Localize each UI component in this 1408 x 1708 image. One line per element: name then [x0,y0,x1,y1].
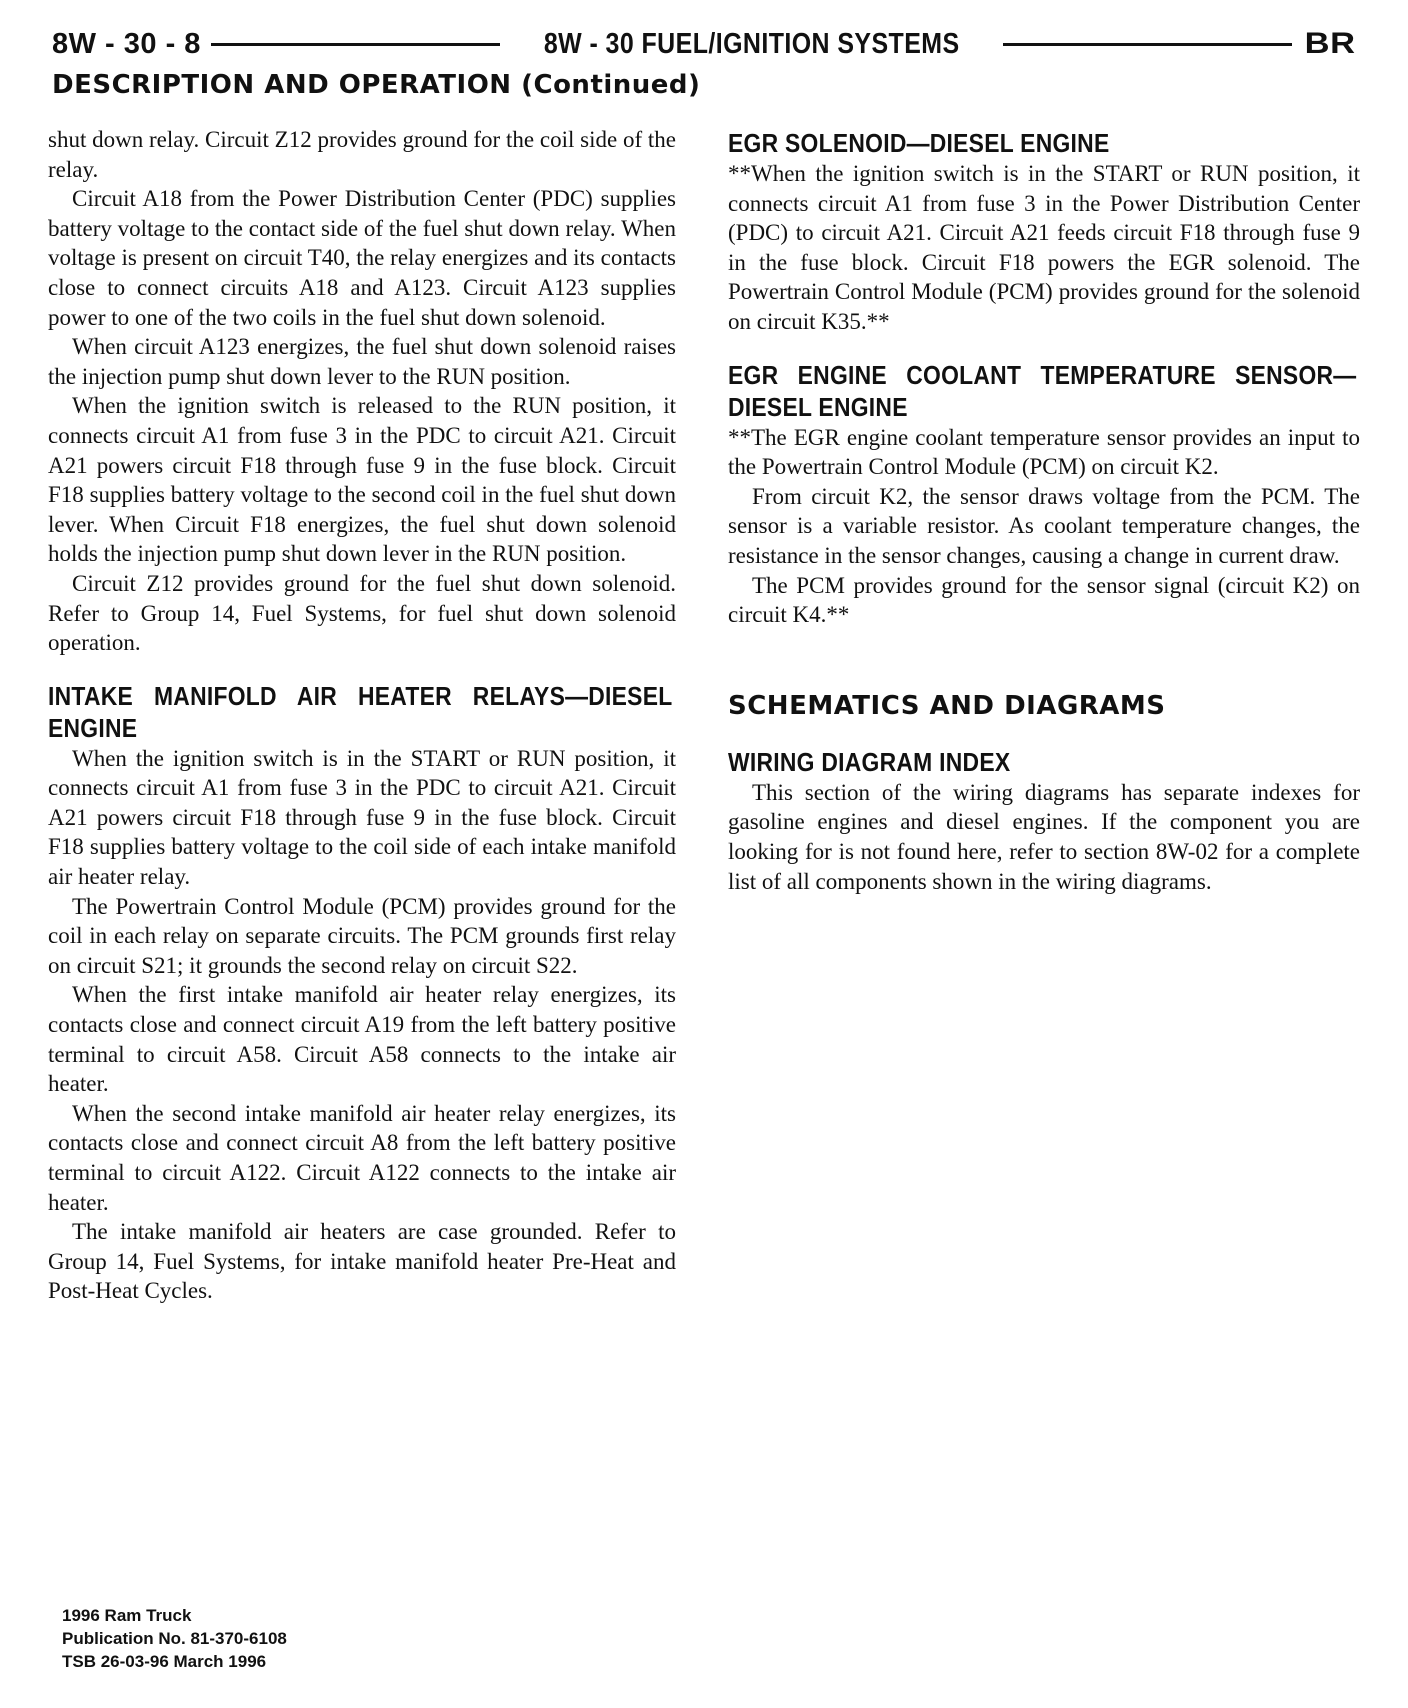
header-model-code: BR [1304,27,1356,60]
intake-heater-relays-heading: INTAKE MANIFOLD AIR HEATER RELAYS—DIESEL ENGINE [48,680,673,743]
paragraph: Circuit Z12 provides ground for the fuel shut down solenoid. Refer to Group 14, Fuel Systems, for fuel shut down solenoid operation. [48,570,676,656]
paragraph: When the first intake manifold air heater relay energizes, its contacts close and connect circuit A19 from the left battery positive terminal to circuit A58. Circuit A58 connects to the intake air heater. [48,982,676,1097]
header-rule-right [1003,43,1292,46]
header-rule-left [211,43,500,46]
paragraph: When circuit A123 energizes, the fuel shut down solenoid raises the injection pump shut down lever to the RUN position. [48,334,676,389]
paragraph: This section of the wiring diagrams has separate indexes for gasoline engines and diesel engines. If the component you are looking for is not found here, refer to section 8W-02 for a complete list of all components shown in the wiring diagrams. [728,779,1360,894]
page-number: 8W - 30 - 8 [52,27,201,60]
page-header [52,24,1356,64]
paragraph: shut down relay. Circuit Z12 provides ground for the coil side of the relay. [48,127,676,182]
section-heading: DESCRIPTION AND OPERATION (Continued) [52,70,701,100]
egr-sensor-heading: EGR ENGINE COOLANT TEMPERATURE SENSOR—DIESEL ENGINE [728,359,1357,422]
header-title: 8W - 30 FUEL/IGNITION SYSTEMS [543,27,960,60]
paragraph: When the second intake manifold air heater relay energizes, its contacts close and connect circuit A8 from the left battery positive terminal to circuit A122. Circuit A122 connects to the intake air heater. [48,1100,676,1215]
paragraph: The intake manifold air heaters are case grounded. Refer to Group 14, Fuel Systems, for intake manifold heater Pre-Heat and Post-Heat Cycles. [48,1219,676,1304]
footer-vehicle: 1996 Ram Truck [62,1606,192,1625]
wiring-index-heading: WIRING DIAGRAM INDEX [728,746,1011,777]
footer-tsb: TSB 26-03-96 March 1996 [62,1652,267,1671]
schematics-heading: SCHEMATICS AND DIAGRAMS [728,690,1166,721]
page-footer [62,1604,287,1673]
left-column [48,125,676,1306]
paragraph: **The EGR engine coolant temperature sensor provides an input to the Powertrain Control Module (PCM) on circuit K2. [728,424,1360,480]
footer-publication: Publication No. 81-370-6108 [62,1629,287,1648]
right-column [728,127,1360,896]
paragraph: The PCM provides ground for the sensor signal (circuit K2) on circuit K4.** [728,572,1360,628]
paragraph: The Powertrain Control Module (PCM) provides ground for the coil in each relay on separate circuits. The PCM grounds first relay on circuit S21; it grounds the second relay on circuit S22. [48,893,676,978]
egr-solenoid-heading: EGR SOLENOID—DIESEL ENGINE [728,128,1110,158]
paragraph: From circuit K2, the sensor draws voltage from the PCM. The sensor is a variable resistor. As coolant temperature changes, the resistance in the sensor changes, causing a change in current draw. [728,483,1360,568]
paragraph: When the ignition switch is released to the RUN position, it connects circuit A1 from fuse 3 in the PDC to circuit A21. Circuit A21 powers circuit F18 through fuse 9 in the fuse block. Circuit F18 supplies battery voltage to the second coil in the fuel shut down lever. When Circuit F18 energizes, the fuel shut down solenoid holds the injection pump shut down lever in the RUN position. [48,393,676,567]
paragraph: **When the ignition switch is in the START or RUN position, it connects circuit A1 from fuse 3 in the Power Distribution Center (PDC) to circuit A21. Circuit A21 feeds circuit F18 through fuse 9 in the fuse block. Circuit F18 powers the EGR solenoid. The Powertrain Control Module (PCM) provides ground for the solenoid on circuit K35.** [728,161,1360,334]
paragraph: When the ignition switch is in the START or RUN position, it connects circuit A1 from fuse 3 in the PDC to circuit A21. Circuit A21 powers circuit F18 through fuse 9 in the fuse block. Circuit F18 supplies battery voltage to the coil side of each intake manifold air heater relay. [48,745,676,890]
paragraph: Circuit A18 from the Power Distribution Center (PDC) supplies battery voltage to the contact side of the fuel shut down relay. When voltage is present on circuit T40, the relay energizes and its contacts close to connect circuits A18 and A123. Circuit A123 supplies power to one of the two coils in the fuel shut down solenoid. [48,186,676,330]
